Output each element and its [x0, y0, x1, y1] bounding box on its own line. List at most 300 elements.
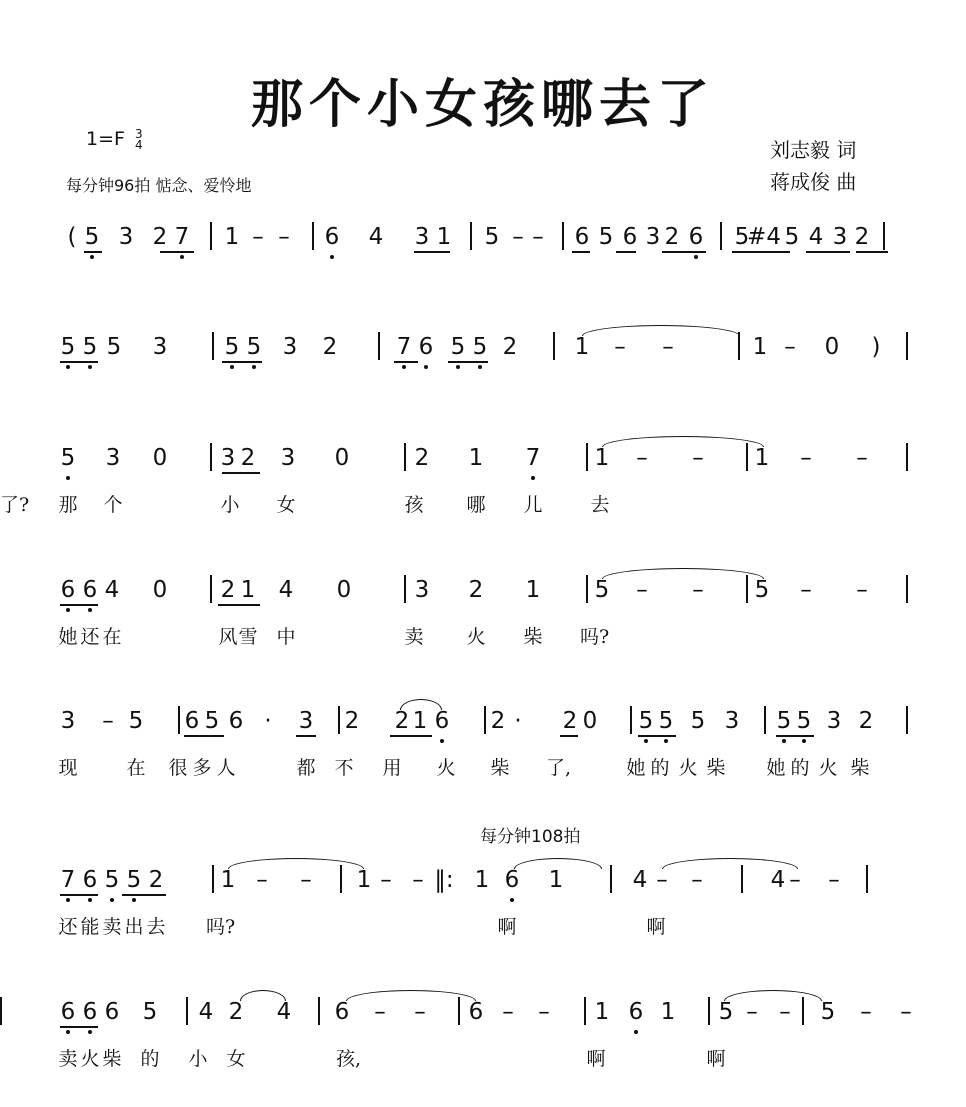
note-token: 1 — [468, 445, 484, 471]
lyric-char: 火 — [466, 626, 486, 648]
dash-extension: – — [800, 445, 812, 471]
note-token: 1 — [220, 867, 236, 893]
note-token: 4 — [198, 999, 214, 1025]
dash-extension: – — [800, 577, 812, 603]
dash-extension: – — [856, 577, 868, 603]
lyricist-credit: 刘志毅 词 — [770, 138, 857, 162]
note-token: 5 — [450, 334, 466, 360]
time-signature-denominator: 4 — [134, 137, 143, 152]
underline — [60, 361, 98, 363]
note-token: 6 — [628, 999, 644, 1025]
barline — [746, 575, 748, 603]
underline — [222, 472, 260, 474]
underline — [184, 735, 224, 737]
tempo-change-marking: 每分钟108拍 — [480, 827, 581, 847]
dash-extension: – — [538, 999, 550, 1025]
dash-extension: – — [692, 445, 704, 471]
note-token: #4 — [747, 224, 781, 250]
note-token: 4 — [276, 999, 292, 1025]
octave-dot — [424, 365, 428, 369]
note-token: 5 — [60, 445, 76, 471]
note-token: 2 — [562, 708, 578, 734]
dash-extension: – — [900, 999, 912, 1025]
barline — [212, 332, 214, 360]
dash-extension: – — [512, 224, 524, 250]
lyric-char: 卖 — [404, 626, 424, 648]
note-token: · — [264, 708, 272, 734]
note-token: 5 — [658, 708, 674, 734]
lyric-char: 多 — [192, 757, 212, 779]
note-token: 5 — [484, 224, 500, 250]
lyric-char: 不 — [334, 757, 354, 779]
note-token: 5 — [638, 708, 654, 734]
octave-dot — [440, 739, 444, 743]
lyric-char: 出 — [124, 916, 144, 938]
note-token: 1 — [240, 577, 256, 603]
tie-arc — [602, 436, 764, 447]
note-token: ( — [67, 224, 77, 250]
barline — [378, 332, 380, 360]
dash-extension: – — [784, 334, 796, 360]
note-token: ‖: — [434, 867, 454, 893]
note-token: 7 — [525, 445, 541, 471]
note-token: 1 — [752, 334, 768, 360]
note-token: 2 — [858, 708, 874, 734]
lyric-char: 柴 — [523, 626, 543, 648]
note-token: 7 — [396, 334, 412, 360]
underline — [560, 735, 578, 737]
underline — [218, 604, 260, 606]
lyric-char: 的 — [650, 757, 670, 779]
barline — [906, 706, 908, 734]
underline — [638, 735, 676, 737]
lyric-char: 吗? — [206, 916, 236, 938]
note-token: 6 — [504, 867, 520, 893]
tie-arc — [514, 858, 602, 869]
barline — [178, 706, 180, 734]
barline — [720, 222, 722, 250]
lyric-char: 的 — [790, 757, 810, 779]
underline — [60, 604, 98, 606]
note-token: 6 — [184, 708, 200, 734]
dash-extension: – — [636, 577, 648, 603]
octave-dot — [802, 739, 806, 743]
barline — [210, 443, 212, 471]
underline — [662, 251, 706, 253]
lyric-char: 能 — [80, 916, 100, 938]
lyric-char: 雪 — [238, 626, 258, 648]
lyric-char: 吗? — [580, 626, 610, 648]
lyric-char: 小 — [220, 494, 240, 516]
lyric-char: 柴 — [490, 757, 510, 779]
lyric-char: 个 — [103, 494, 123, 516]
lyric-char: 的 — [140, 1048, 160, 1070]
dash-extension: – — [828, 867, 840, 893]
dash-extension: – — [256, 867, 268, 893]
underline — [616, 251, 636, 253]
dash-extension: – — [691, 867, 703, 893]
barline — [470, 222, 472, 250]
lyric-char: 啊 — [497, 916, 517, 938]
note-token: 5 — [796, 708, 812, 734]
dash-extension: – — [856, 445, 868, 471]
note-token: 4 — [278, 577, 294, 603]
barline — [883, 222, 885, 250]
tie-arc — [346, 990, 476, 1001]
octave-dot — [478, 365, 482, 369]
note-token: 1 — [754, 445, 770, 471]
octave-dot — [664, 739, 668, 743]
lyric-char: 啊 — [646, 916, 666, 938]
barline — [0, 997, 2, 1025]
note-token: 5 — [754, 577, 770, 603]
note-token: 2 — [854, 224, 870, 250]
dash-extension: – — [860, 999, 872, 1025]
octave-dot — [88, 608, 92, 612]
octave-dot — [132, 898, 136, 902]
note-token: 4 — [770, 867, 786, 893]
note-token: 4 — [632, 867, 648, 893]
note-token: 5 — [820, 999, 836, 1025]
underline — [222, 361, 262, 363]
octave-dot — [230, 365, 234, 369]
lyric-char: 儿 — [523, 494, 543, 516]
note-token: 2 — [228, 999, 244, 1025]
lyric-char: 去 — [146, 916, 166, 938]
note-token: 6 — [688, 224, 704, 250]
note-token: 2 — [664, 224, 680, 250]
underline — [160, 251, 194, 253]
note-token: 6 — [82, 999, 98, 1025]
note-token: 3 — [220, 445, 236, 471]
barline — [210, 575, 212, 603]
barline — [866, 865, 868, 893]
octave-dot — [66, 898, 70, 902]
note-token: 1 — [412, 708, 428, 734]
octave-dot — [88, 1030, 92, 1034]
tie-arc — [602, 568, 764, 579]
note-token: 5 — [776, 708, 792, 734]
octave-dot — [66, 365, 70, 369]
octave-dot — [88, 365, 92, 369]
note-token: 5 — [128, 708, 144, 734]
note-token: · — [514, 708, 522, 734]
lyric-char: 卖 — [102, 916, 122, 938]
lyric-char: 火 — [80, 1048, 100, 1070]
note-token: 6 — [60, 999, 76, 1025]
dash-extension: – — [614, 334, 626, 360]
barline — [210, 222, 212, 250]
barline — [630, 706, 632, 734]
barline — [340, 865, 342, 893]
octave-dot — [510, 898, 514, 902]
note-token: 1 — [356, 867, 372, 893]
note-token: 6 — [434, 708, 450, 734]
octave-dot — [252, 365, 256, 369]
lyric-char: 女 — [226, 1048, 246, 1070]
underline — [806, 251, 850, 253]
dash-extension: – — [692, 577, 704, 603]
lyric-char: 去 — [590, 494, 610, 516]
barline — [484, 706, 486, 734]
note-token: 3 — [832, 224, 848, 250]
dash-extension: – — [656, 867, 668, 893]
tie-arc — [582, 325, 740, 336]
composer-credit: 蒋成俊 曲 — [770, 170, 857, 194]
note-token: 5 — [784, 224, 800, 250]
lyric-char: 哪 — [466, 494, 486, 516]
note-token: 0 — [152, 445, 168, 471]
dash-extension: – — [502, 999, 514, 1025]
note-token: 6 — [574, 224, 590, 250]
octave-dot — [644, 739, 648, 743]
lyric-char: 中 — [276, 626, 296, 648]
lyric-char: 在 — [126, 757, 146, 779]
note-token: 3 — [298, 708, 314, 734]
note-token: 0 — [334, 445, 350, 471]
dash-extension: – — [414, 999, 426, 1025]
lyric-char: 在 — [102, 626, 122, 648]
tie-arc — [400, 699, 442, 710]
barline — [212, 865, 214, 893]
octave-dot — [66, 476, 70, 480]
barline — [586, 443, 588, 471]
note-token: 5 — [126, 867, 142, 893]
underline — [572, 251, 590, 253]
octave-dot — [110, 898, 114, 902]
note-token: 4 — [368, 224, 384, 250]
lyric-char: 她 — [766, 757, 786, 779]
note-token: 0 — [152, 577, 168, 603]
note-token: 2 — [240, 445, 256, 471]
note-token: 3 — [60, 708, 76, 734]
octave-dot — [402, 365, 406, 369]
underline — [732, 251, 790, 253]
dash-extension: – — [380, 867, 392, 893]
note-token: 4 — [808, 224, 824, 250]
octave-dot — [88, 898, 92, 902]
note-token: ) — [871, 334, 881, 360]
note-token: 5 — [106, 334, 122, 360]
octave-dot — [634, 1030, 638, 1034]
note-token: 1 — [660, 999, 676, 1025]
note-token: 2 — [490, 708, 506, 734]
lyric-char: 她 — [626, 757, 646, 779]
note-token: 2 — [220, 577, 236, 603]
lyric-char: 还 — [80, 626, 100, 648]
note-token: 6 — [468, 999, 484, 1025]
note-token: 0 — [336, 577, 352, 603]
note-token: 5 — [104, 867, 120, 893]
note-token: 5 — [204, 708, 220, 734]
note-token: 0 — [824, 334, 840, 360]
octave-dot — [782, 739, 786, 743]
barline — [338, 706, 340, 734]
note-token: 4 — [104, 577, 120, 603]
lyric-char: 都 — [296, 757, 316, 779]
note-token: 6 — [334, 999, 350, 1025]
song-title: 那个小女孩哪去了 — [250, 75, 715, 135]
lyric-char: 了? — [0, 494, 30, 516]
note-token: 5 — [718, 999, 734, 1025]
note-token: 2 — [322, 334, 338, 360]
note-token: 1 — [436, 224, 452, 250]
key-signature — [86, 128, 143, 151]
lyric-char: 小 — [188, 1048, 208, 1070]
note-token: 3 — [280, 445, 296, 471]
underline — [414, 251, 450, 253]
tempo-marking: 每分钟96拍 惦念、爱怜地 — [66, 176, 252, 195]
underline — [60, 894, 98, 896]
note-token: 1 — [224, 224, 240, 250]
barline — [906, 332, 908, 360]
lyric-char: 柴 — [706, 757, 726, 779]
note-token: 0 — [582, 708, 598, 734]
dash-extension: – — [300, 867, 312, 893]
note-token: 3 — [282, 334, 298, 360]
note-token: 6 — [104, 999, 120, 1025]
note-token: 5 — [224, 334, 240, 360]
barline — [746, 443, 748, 471]
lyric-char: 火 — [436, 757, 456, 779]
note-token: 2 — [148, 867, 164, 893]
dash-extension: – — [374, 999, 386, 1025]
note-token: 5 — [142, 999, 158, 1025]
time-signature — [134, 126, 143, 152]
octave-dot — [694, 255, 698, 259]
note-token: 5 — [84, 224, 100, 250]
note-token: 3 — [414, 577, 430, 603]
octave-dot — [180, 255, 184, 259]
dash-extension: – — [636, 445, 648, 471]
tie-arc — [724, 990, 822, 1001]
lyric-char: 那 — [58, 494, 78, 516]
octave-dot — [330, 255, 334, 259]
note-token: 2 — [468, 577, 484, 603]
barline — [312, 222, 314, 250]
barline — [318, 997, 320, 1025]
note-token: 5 — [246, 334, 262, 360]
lyric-char: 现 — [58, 757, 78, 779]
dash-extension: – — [532, 224, 544, 250]
note-token: 5 — [734, 224, 750, 250]
note-token: 5 — [598, 224, 614, 250]
lyric-char: 柴 — [850, 757, 870, 779]
octave-dot — [90, 255, 94, 259]
note-token: 6 — [60, 577, 76, 603]
lyric-char: 她 — [58, 626, 78, 648]
dash-extension: – — [779, 999, 791, 1025]
note-token: 1 — [594, 999, 610, 1025]
note-token: 6 — [418, 334, 434, 360]
octave-dot — [531, 476, 535, 480]
underline — [60, 1026, 98, 1028]
key-label: 1=F — [86, 128, 125, 150]
note-token: 3 — [105, 445, 121, 471]
dash-extension: – — [662, 334, 674, 360]
barline — [906, 575, 908, 603]
lyric-char: 柴 — [102, 1048, 122, 1070]
time-signature-numerator: 3 — [134, 126, 143, 141]
dash-extension: – — [789, 867, 801, 893]
note-token: 1 — [548, 867, 564, 893]
barline — [553, 332, 555, 360]
lyric-char: 还 — [58, 916, 78, 938]
barline — [458, 997, 460, 1025]
note-token: 3 — [152, 334, 168, 360]
underline — [776, 735, 814, 737]
tie-arc — [240, 990, 286, 1001]
underline — [856, 251, 888, 253]
note-token: 6 — [324, 224, 340, 250]
barline — [186, 997, 188, 1025]
note-token: 6 — [82, 577, 98, 603]
lyric-char: 卖 — [58, 1048, 78, 1070]
note-token: 1 — [474, 867, 490, 893]
lyric-char: 火 — [678, 757, 698, 779]
underline — [390, 735, 432, 737]
note-token: 2 — [344, 708, 360, 734]
lyric-char: 用 — [382, 757, 402, 779]
barline — [741, 865, 743, 893]
note-token: 5 — [82, 334, 98, 360]
lyric-char: 啊 — [586, 1048, 606, 1070]
barline — [404, 575, 406, 603]
barline — [562, 222, 564, 250]
dash-extension: – — [278, 224, 290, 250]
lyric-char: 人 — [216, 757, 236, 779]
underline — [448, 361, 488, 363]
underline — [84, 251, 102, 253]
underline — [122, 894, 166, 896]
lyric-char: 孩, — [336, 1048, 362, 1070]
barline — [708, 997, 710, 1025]
barline — [764, 706, 766, 734]
lyric-char: 了, — [546, 757, 572, 779]
note-token: 1 — [574, 334, 590, 360]
note-token: 3 — [826, 708, 842, 734]
lyric-char: 啊 — [706, 1048, 726, 1070]
note-token: 1 — [525, 577, 541, 603]
lyric-char: 风 — [218, 626, 238, 648]
octave-dot — [66, 1030, 70, 1034]
note-token: 2 — [394, 708, 410, 734]
barline — [610, 865, 612, 893]
note-token: 6 — [228, 708, 244, 734]
barline — [404, 443, 406, 471]
dash-extension: – — [102, 708, 114, 734]
lyric-char: 孩 — [404, 494, 424, 516]
tie-arc — [662, 858, 798, 869]
underline — [394, 361, 418, 363]
lyric-char: 女 — [276, 494, 296, 516]
dash-extension: – — [746, 999, 758, 1025]
barline — [738, 332, 740, 360]
lyric-char: 火 — [818, 757, 838, 779]
note-token: 5 — [690, 708, 706, 734]
underline — [296, 735, 316, 737]
note-token: 2 — [152, 224, 168, 250]
note-token: 6 — [82, 867, 98, 893]
tie-arc — [228, 858, 364, 869]
note-token: 3 — [118, 224, 134, 250]
barline — [586, 575, 588, 603]
note-token: 6 — [622, 224, 638, 250]
lyric-char: 很 — [168, 757, 188, 779]
note-token: 3 — [414, 224, 430, 250]
note-token: 2 — [502, 334, 518, 360]
dash-extension: – — [252, 224, 264, 250]
